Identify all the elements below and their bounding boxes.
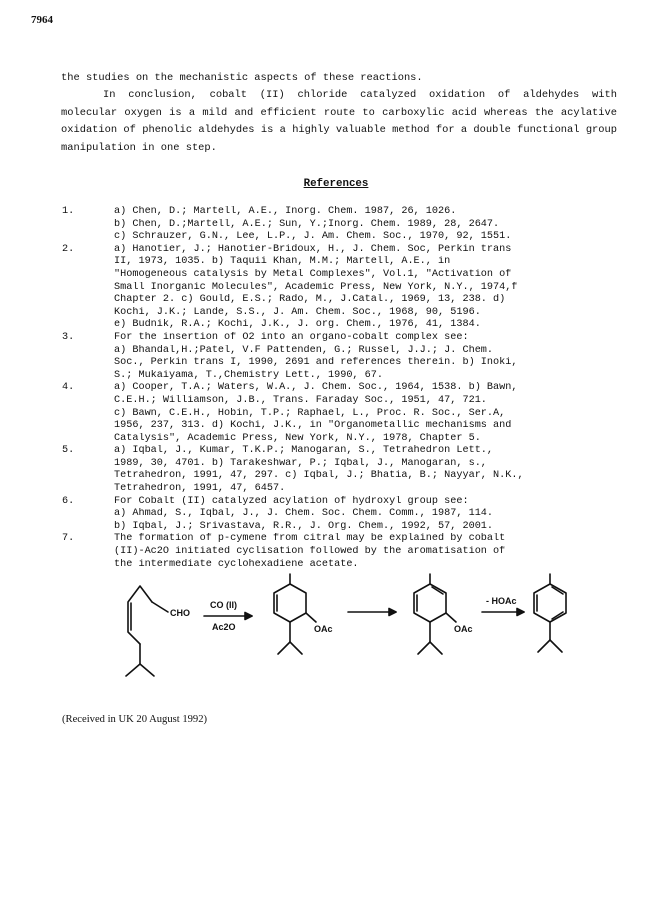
reference-line: For Cobalt (II) catalyzed acylation of hydroxyl group see: xyxy=(114,495,469,507)
cho-label: CHO xyxy=(170,608,190,618)
arrow-head-2 xyxy=(389,609,396,616)
citral-structure xyxy=(126,586,168,676)
reference-line: Catalysis", Academic Press, New York, N.Y., 1978, Chapter 5. xyxy=(114,432,481,444)
cyclohexene-acetate-structure xyxy=(274,574,316,654)
reference-line: C.E.H.; Williamson, J.B., Trans. Faraday Soc., 1951, 47, 721. xyxy=(114,394,487,406)
reference-line: Chapter 2. c) Gould, E.S.; Rado, M., J.Catal., 1969, 13, 238. d) xyxy=(114,294,506,306)
reference-line: (II)-Ac2O initiated cyclisation followed by the aromatisation of xyxy=(114,546,506,558)
reference-line: b) Chen, D.;Martell, A.E.; Sun, Y.;Inorg. Chem. 1989, 28, 2647. xyxy=(114,218,500,230)
reference-number: 3. xyxy=(62,331,75,343)
reference-line: Tetrahedron, 1991, 47, 297. c) Iqbal, J.; Bhatia, B.; Nayyar, N.K., xyxy=(114,470,524,482)
page-number: 7964 xyxy=(31,14,53,26)
reference-number: 5. xyxy=(62,445,75,457)
reference-line: a) Bhandal,H.;Patel, V.F Pattenden, G.; Russel, J.J.; J. Chem. xyxy=(114,344,494,356)
reagent-bottom-label: Ac2O xyxy=(212,622,236,632)
reference-line: "Homogeneous catalysis by Metal Complexes", Vol.1, "Activation of xyxy=(114,268,512,280)
reference-item xyxy=(62,244,618,332)
reagent-top-label: CO (II) xyxy=(210,600,237,610)
oac-label-1: OAc xyxy=(314,624,333,634)
reference-number: 4. xyxy=(62,382,75,394)
reaction-scheme xyxy=(110,572,570,692)
reference-line: II, 1973, 1035. b) Taquii Khan, M.M.; Martell, A.E., in xyxy=(114,256,451,268)
reference-item xyxy=(62,445,618,495)
reference-line: 1989, 30, 4701. b) Tarakeshwar, P.; Iqbal, J., Manogaran, s., xyxy=(114,457,487,469)
reference-line: S.; Mukaiyama, T.,Chemistry Lett., 1990, 67. xyxy=(114,369,383,381)
reference-line: a) Hanotier, J.; Hanotier-Bridoux, H., J. Chem. Soc, Perkin trans xyxy=(114,243,512,255)
reference-line: Kochi, J.K.; Lande, S.S., J. Am. Chem. Soc., 1968, 90, 5196. xyxy=(114,306,481,318)
reference-line: Soc., Perkin trans I, 1990, 2691 and references therein. b) Inoki, xyxy=(114,357,518,369)
reference-line: Small Inorganic Molecules", Academic Press, New York, N.Y., 1974,f xyxy=(114,281,518,293)
reference-line: For the insertion of O2 into an organo-cobalt complex see: xyxy=(114,331,469,343)
reference-item xyxy=(62,332,618,382)
p-cymene-structure xyxy=(534,574,566,652)
arrow-head-1 xyxy=(245,613,252,620)
reference-line: The formation of p-cymene from citral may be explained by cobalt xyxy=(114,533,506,545)
reference-line: the intermediate cyclohexadiene acetate. xyxy=(114,558,359,570)
cyclohexadiene-acetate-structure xyxy=(414,574,456,654)
reference-line: c) Schrauzer, G.N., Lee, L.P., J. Am. Chem. Soc., 1970, 92, 1551. xyxy=(114,231,512,243)
arrow-head-3 xyxy=(517,609,524,616)
reference-line: Tetrahedron, 1991, 47, 6457. xyxy=(114,483,286,495)
received-date: (Received in UK 20 August 1992) xyxy=(62,714,208,725)
references-list xyxy=(62,206,618,571)
reference-number: 1. xyxy=(62,206,75,217)
reference-number: 6. xyxy=(62,495,75,507)
paragraph-continuation: the studies on the mechanistic aspects of these reactions. xyxy=(61,72,423,84)
reference-line: 1956, 237, 313. d) Kochi, J.K., in "Organometallic mechanisms and xyxy=(114,420,512,432)
reference-line: a) Ahmad, S., Iqbal, J., J. Chem. Soc. Chem. Comm., 1987, 114. xyxy=(114,508,494,520)
reference-number: 7. xyxy=(62,533,75,545)
reference-number: 2. xyxy=(62,243,75,255)
reference-line: e) Budnik, R.A.; Kochi, J.K., J. org. Chem., 1976, 41, 1384. xyxy=(114,319,481,331)
reference-line: a) Chen, D.; Martell, A.E., Inorg. Chem. 1987, 26, 1026. xyxy=(114,206,457,217)
reference-item xyxy=(62,382,618,445)
reference-item xyxy=(62,206,618,244)
reference-line: b) Iqbal, J.; Srivastava, R.R., J. Org. Chem., 1992, 57, 2001. xyxy=(114,520,494,532)
references-heading: References xyxy=(303,178,369,190)
reference-line: a) Iqbal, J., Kumar, T.K.P.; Manogaran, S., Tetrahedron Lett., xyxy=(114,445,494,457)
paragraph-conclusion: In conclusion, cobalt (II) chloride catalyzed oxidation of aldehydes with molecular oxygen is a mild and efficient route to carboxylic acid whereas the acylative oxidation of phenolic aldehydes is a highly valuable method for a double functional group manipulation in one step. xyxy=(61,89,617,154)
reference-line: a) Cooper, T.A.; Waters, W.A., J. Chem. Soc., 1964, 1538. b) Bawn, xyxy=(114,382,518,394)
body-text xyxy=(61,70,617,157)
reference-item xyxy=(62,533,618,571)
reference-item xyxy=(62,496,618,534)
oac-label-2: OAc xyxy=(454,624,473,634)
hoac-label: - HOAc xyxy=(486,596,517,606)
reference-line: c) Bawn, C.E.H., Hobin, T.P.; Raphael, L., Proc. R. Soc., Ser.A, xyxy=(114,407,506,419)
